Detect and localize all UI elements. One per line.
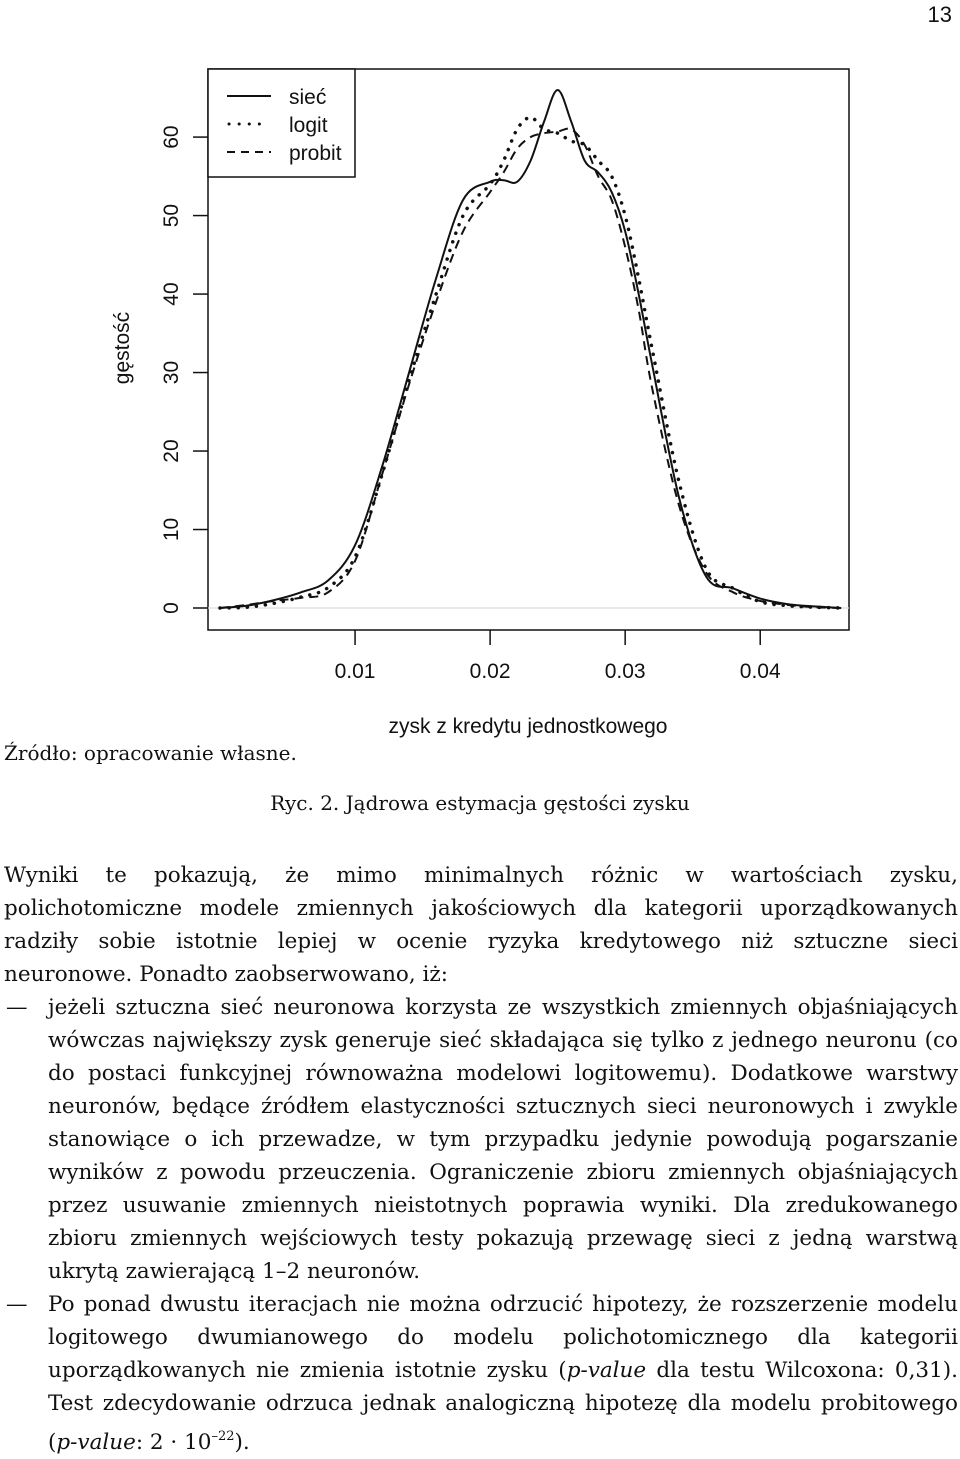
list-item-text: : 2 · 10 bbox=[135, 1430, 212, 1455]
figure-caption: Ryc. 2. Jądrowa estymacja gęstości zysku bbox=[270, 791, 690, 815]
x-tick-label: 0.01 bbox=[334, 660, 376, 683]
paragraph: Wyniki te pokazują, że mimo minimalnych różnic w wartościach zysku, polichotomiczne modele zmiennych jakościowych dla kategorii uporządkowanych radziły sobie istotnie lepiej w ocenie ryzyka kredytowego niż sztuczne sieci neuronowe. Ponadto zaobserwowano, iż: bbox=[4, 863, 958, 987]
y-tick-label: 40 bbox=[160, 282, 183, 306]
x-tick-label: 0.02 bbox=[469, 660, 511, 683]
pvalue-term: p-value bbox=[56, 1430, 136, 1455]
list-item bbox=[4, 991, 958, 1288]
list-item-text: jeżeli sztuczna sieć neuronowa korzysta ze wszystkich zmiennych objaśniających wówczas największy zysk generuje sieć składająca się tylko z jednego neuronu (co do postaci funkcyjnej równoważna modelowi logitowemu). Dodatkowe warstwy neuronów, będące źródłem elastyczności sztucznych sieci neuronowych i zwykle stanowiące o ich przewadze, w tym przypadku jedynie powodują pogarszanie wyników z powodu przeuczenia. Ograniczenie zbioru zmiennych objaśniających przez usuwanie zmiennych nieistotnych poprawia wyniki. Dla zredukowanego zbioru zmiennych wejściowych testy pokazują przewagę sieci z jedną warstwą ukrytą zawierającą 1–2 neuronów. bbox=[48, 995, 958, 1284]
y-tick-label: 10 bbox=[160, 517, 183, 542]
y-tick-label: 50 bbox=[160, 203, 183, 228]
list-item-text: ). bbox=[234, 1430, 250, 1455]
list-item bbox=[4, 1288, 958, 1459]
y-tick-label: 60 bbox=[160, 125, 183, 149]
exponent: –22 bbox=[211, 1429, 235, 1444]
list-item-text: Po ponad dwustu iteracjach nie można odrzucić hipotezy, że rozszerzenie modelu logitowego dwumianowego do modelu polichotomicznego dla kategorii uporządkowanych nie zmienia istotnie zysku ( bbox=[48, 1292, 958, 1383]
page-number: 13 bbox=[927, 2, 952, 27]
series-line-dashed bbox=[220, 129, 841, 608]
legend-label-siec: sieć bbox=[289, 86, 327, 109]
x-axis-label: zysk z kredytu jednostkowego bbox=[388, 715, 668, 738]
list-item-text: dla testu Wilcoxona: 0,31). Test zdecydowanie odrzuca jednak analogiczną hipotezę dla modelu probitowego ( bbox=[48, 1358, 958, 1455]
bullet-marker: — bbox=[6, 995, 28, 1020]
series-line-dotted bbox=[220, 117, 841, 608]
pvalue-term: p-value bbox=[566, 1358, 647, 1383]
body-text bbox=[4, 859, 958, 1459]
figure-source: Źródło: opracowanie własne. bbox=[4, 741, 297, 765]
legend-label-logit: logit bbox=[289, 114, 328, 137]
y-tick-label: 0 bbox=[160, 602, 183, 614]
y-axis-label: gęstość bbox=[111, 311, 134, 385]
legend-label-probit: probit bbox=[289, 142, 342, 165]
x-tick-label: 0.03 bbox=[604, 660, 646, 683]
legend bbox=[208, 69, 355, 177]
x-tick-label: 0.04 bbox=[739, 660, 781, 683]
y-tick-label: 30 bbox=[160, 360, 183, 385]
x-axis bbox=[335, 630, 781, 683]
bullet-marker: — bbox=[6, 1292, 28, 1317]
y-tick-label: 20 bbox=[160, 439, 183, 463]
y-axis bbox=[160, 125, 208, 613]
